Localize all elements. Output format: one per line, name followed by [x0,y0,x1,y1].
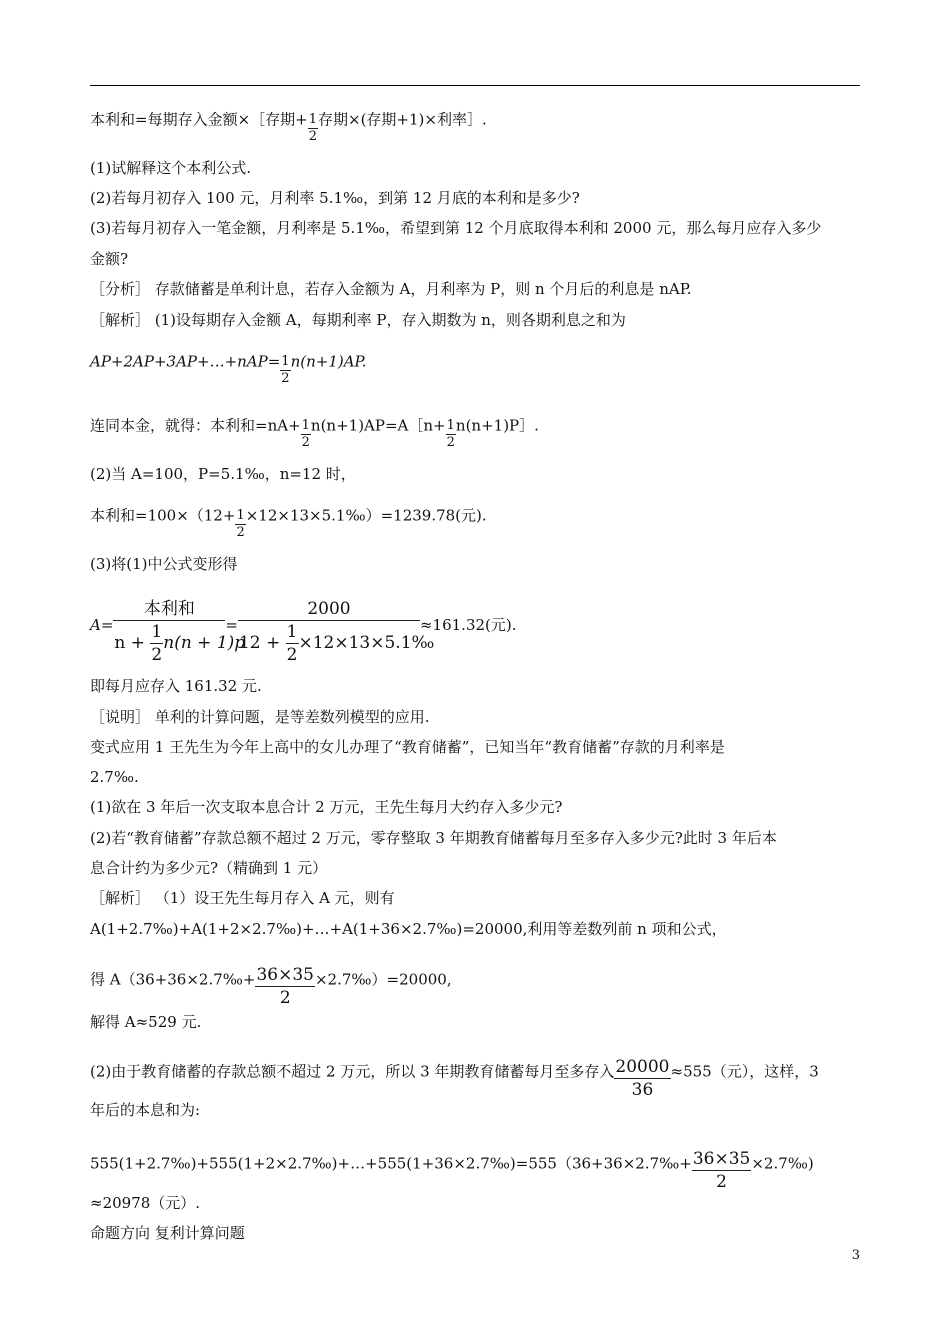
frac-den: 2 [236,525,245,540]
answer: 即每月应存入 161.32 元. [90,677,262,695]
text: n + [114,633,151,653]
fraction [446,418,456,451]
topic-heading: 命题方向 复利计算问题 [90,1224,245,1242]
variant-question-2-cont: 息合计约为多少元?（精确到 1 元） [90,859,328,877]
fraction [238,598,435,666]
variant-question-1: (1)欲在 3 年后一次支取本息合计 2 万元，王先生每月大约存入多少元? [90,798,563,816]
big-formula [90,592,517,665]
note: ［说明］ 单利的计算问题，是等差数列模型的应用. [90,708,430,726]
frac-num: 20000 [615,1057,670,1077]
frac-num: 1 [308,112,317,127]
text: n(n+1)AP=A［n+ [310,416,446,435]
frac-num: 36×35 [256,965,314,985]
fraction [255,964,315,1009]
fraction [692,1148,752,1193]
text: 存期×(存期+1)×利率］. [318,110,487,129]
text: n(n + 1)p [163,633,246,653]
frac-den: 2 [279,988,291,1008]
variant-question-2: (2)若“教育储蓄”存款总额不超过 2 万元，零存整取 3 年期教育储蓄每月至多存入多少元?此时 3 年后本 [90,829,777,847]
frac-num: 1 [301,418,310,433]
variant-1-cont: 2.7‰. [90,768,139,786]
fraction [286,621,299,666]
text: 本利和=每期存入金额×［存期+ [90,110,308,129]
text: ≈555（元），这样，3 [670,1062,819,1081]
frac-den: 2 [286,645,298,665]
solution-1: ［解析］ (1)设每期存入金额 A，每期利率 P，存入期数为 n，则各期利息之和为 [90,311,626,329]
frac-num: 1 [236,508,245,523]
variant-solution-8: ≈20978（元）. [90,1194,201,1212]
frac-den: 36 [631,1080,654,1100]
fraction [301,418,311,451]
text: ≈161.32(元). [419,616,517,634]
variant-1: 变式应用 1 王先生为今年上高中的女儿办理了“教育储蓄”，已知当年“教育储蓄”存款的月利率是 [90,738,725,756]
text: 12 + [238,633,286,653]
frac-num: 1 [446,418,455,433]
variant-solution-2: A(1+2.7‰)+A(1+2×2.7‰)+…+A(1+36×2.7‰)=20000,利用等差数列前 n 项和公式， [90,920,727,938]
text: n(n+1)P］. [455,416,539,435]
question-2: (2)若每月初存入 100 元，月利率 5.1‰，到第 12 月底的本利和是多少? [90,189,580,207]
variant-solution-5 [90,1050,819,1100]
text: = [225,616,238,634]
analysis: ［分析］ 存款储蓄是单利计息，若存入金额为 A，月利率为 P，则 n 个月后的利息是 nAP. [90,280,692,298]
frac-num: 2000 [238,598,420,621]
frac-den [238,621,435,666]
variant-solution-1: ［解析］ （1）设王先生每月存入 A 元，则有 [90,889,395,907]
text: n(n+1)AP. [290,352,367,371]
text: ×12×13×5.1‰ [298,633,435,653]
fraction [150,621,163,666]
text: 连同本金，就得：本利和=nA+ [90,416,301,435]
fraction [614,1056,670,1101]
text: AP+2AP+3AP+…+nAP= [90,352,281,371]
fraction [113,598,246,666]
page-number: 3 [851,1248,860,1263]
frac-den: 2 [301,435,310,450]
text: ×2.7‰）=20000, [314,970,452,989]
frac-den: 2 [308,129,317,144]
variant-solution-6: 年后的本息和为: [90,1101,201,1119]
frac-den: 2 [281,371,290,386]
frac-num: 36×35 [692,1149,751,1169]
frac-den [113,621,246,666]
text: 本利和=100×（12+ [90,506,236,525]
variant-solution-4: 解得 A≈529 元. [90,1013,202,1031]
frac-den: 2 [716,1172,727,1192]
question-1: (1)试解释这个本利公式. [90,159,252,177]
frac-den: 2 [446,435,455,450]
question-3-cont: 金额? [90,250,129,268]
fraction [235,508,245,541]
variant-solution-7 [90,1142,814,1192]
variant-solution-3 [90,958,452,1008]
frac-num: 1 [286,622,298,642]
text: (2)由于教育储蓄的存款总额不超过 2 万元，所以 3 年期教育储蓄每月至多存入 [90,1062,615,1081]
formula-line [90,104,487,144]
total-formula [90,410,539,450]
header-rule [90,85,860,86]
text: ×12×13×5.1‰）=1239.78(元). [245,506,487,525]
text: ×2.7‰) [751,1154,814,1173]
frac-den: 2 [151,645,163,665]
sum-formula [90,346,367,386]
text: 得 A（36+36×2.7‰+ [90,970,256,989]
part-3: (3)将(1)中公式变形得 [90,555,238,573]
question-3: (3)若每月初存入一笔金额，月利率是 5.1‰，希望到第 12 个月底取得本利和 2000 元，那么每月应存入多少 [90,219,822,237]
frac-num: 1 [151,622,163,642]
frac-num: 本利和 [113,598,225,621]
text: A= [90,616,114,634]
frac-num: 1 [281,354,290,369]
part-2: (2)当 A=100，P=5.1‰，n=12 时， [90,465,356,483]
fraction [308,112,318,145]
calc-formula [90,500,487,540]
text: 555(1+2.7‰)+555(1+2×2.7‰)+…+555(1+36×2.7‰)=555（36+36×2.7‰+ [90,1154,692,1173]
fraction [280,354,290,387]
